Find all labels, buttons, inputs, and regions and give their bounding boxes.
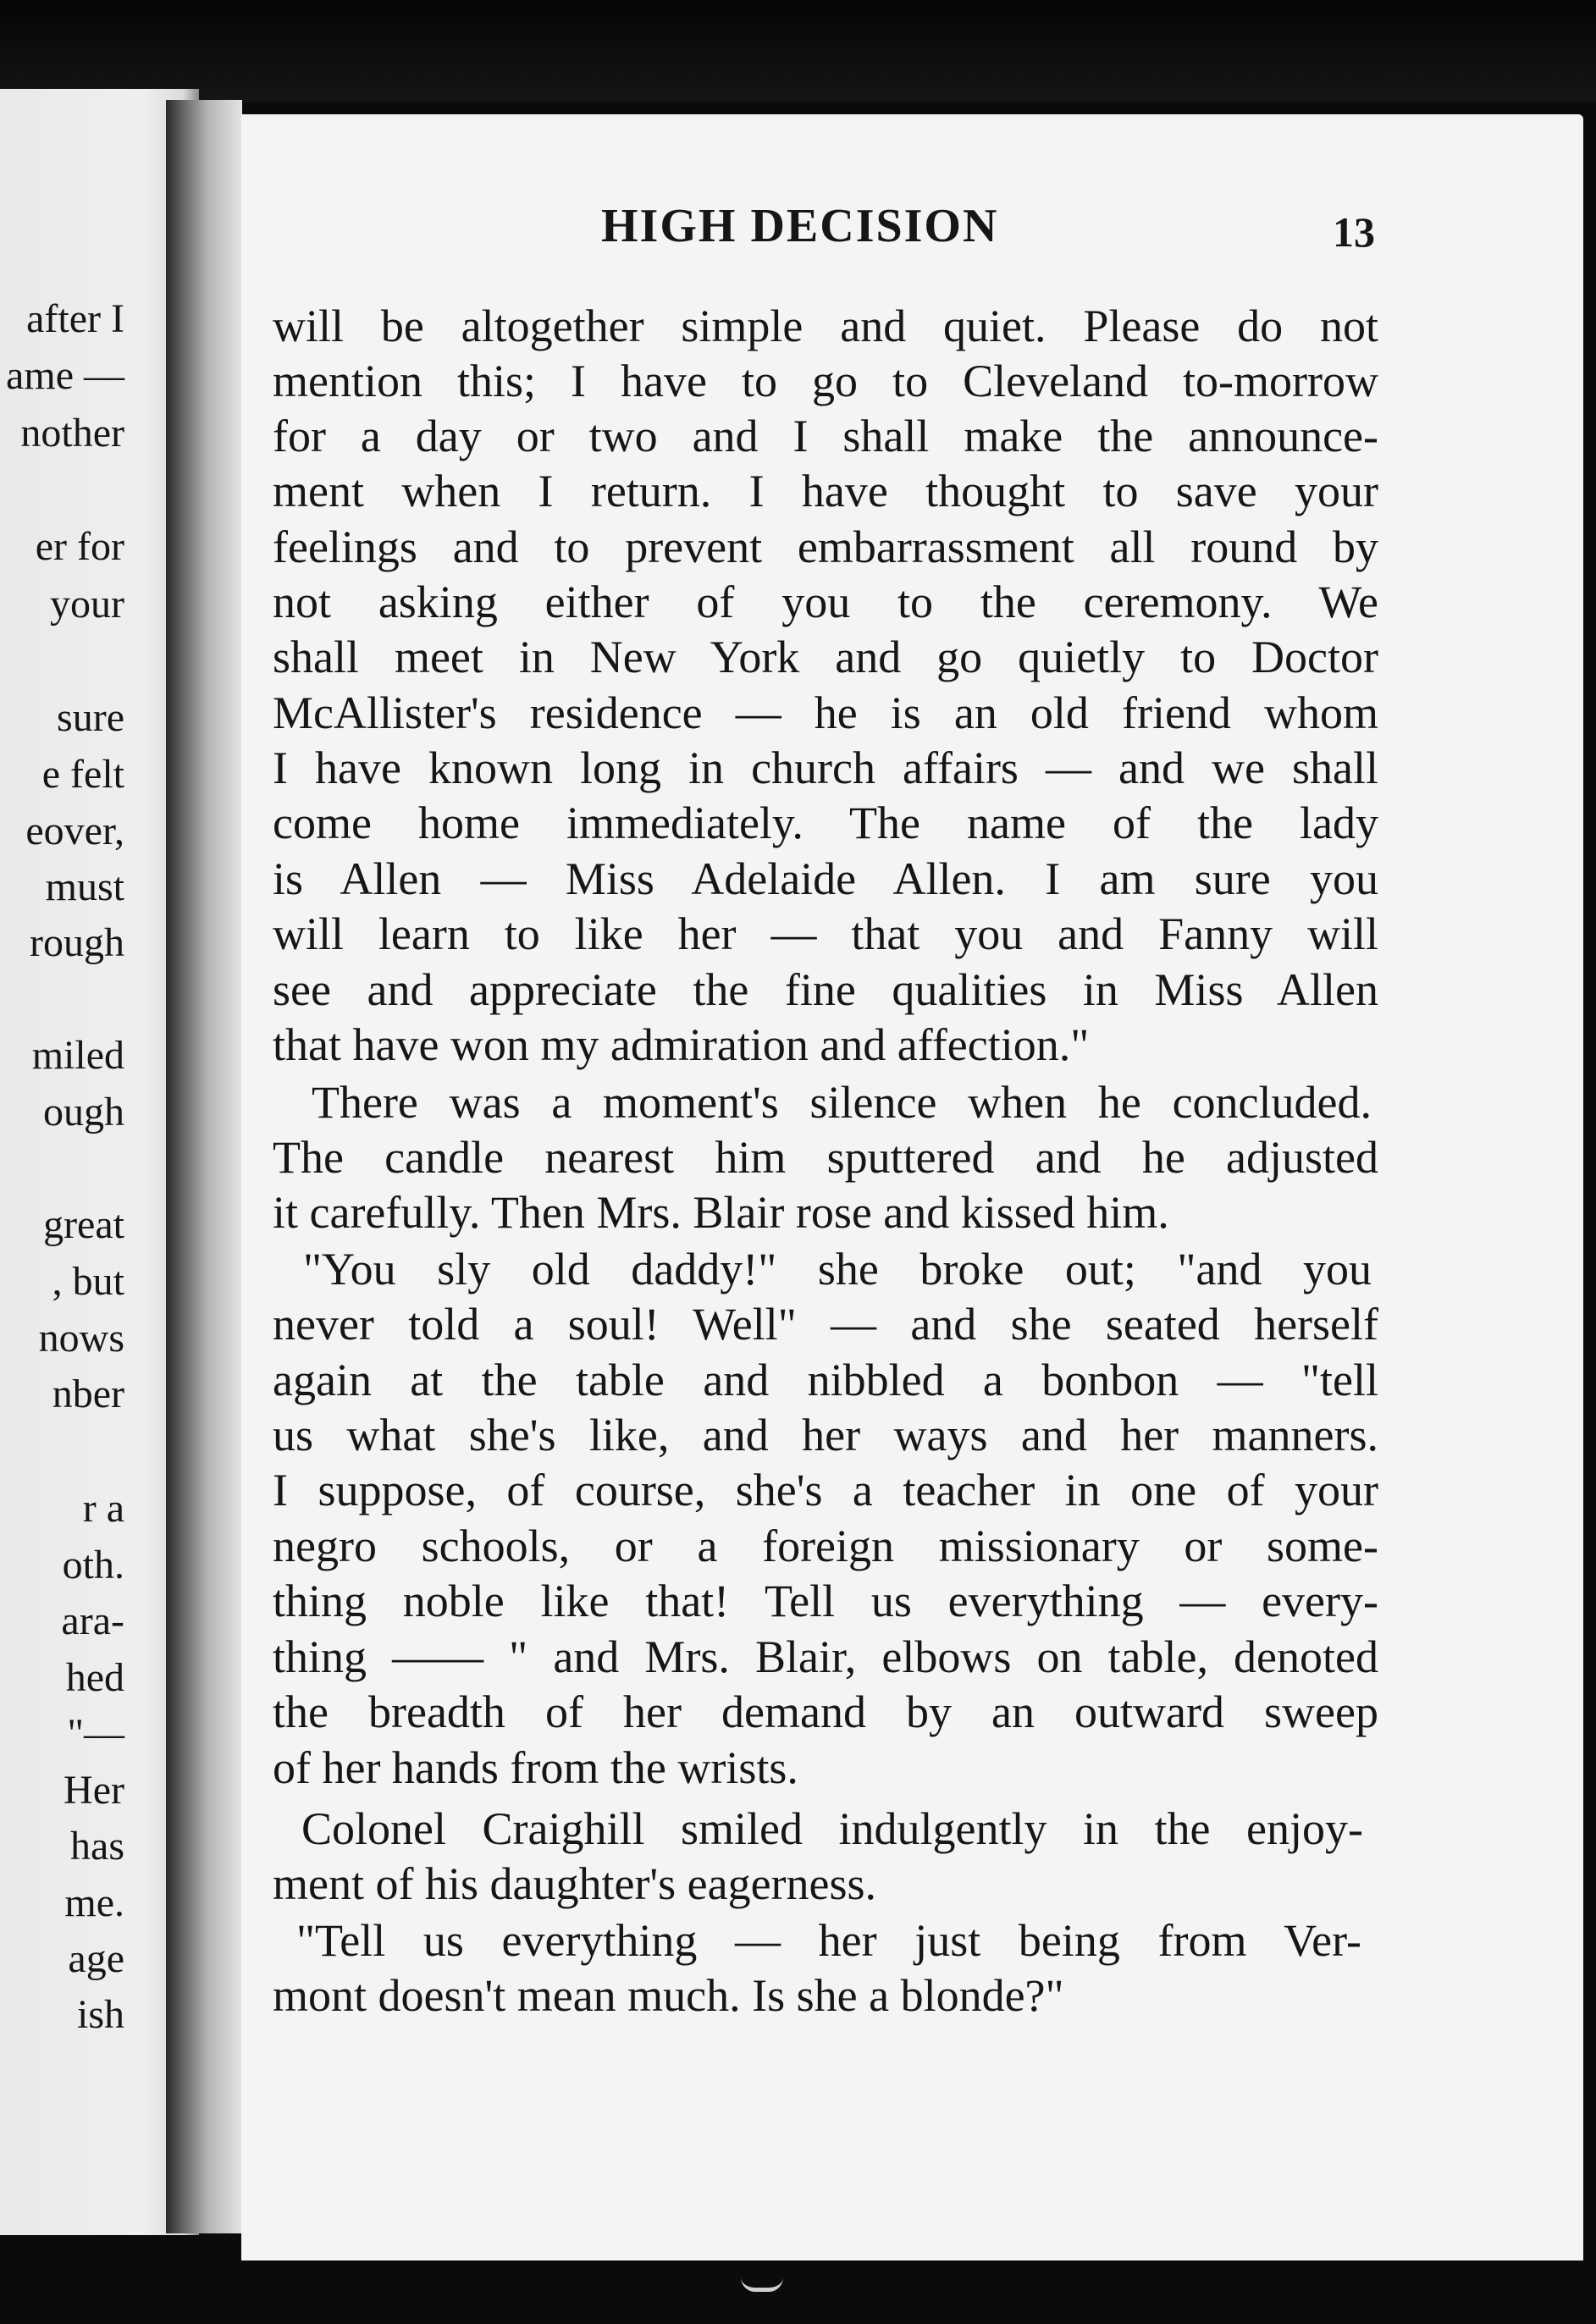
paragraph-first-line: "You sly old daddy!" she broke out; "and you (303, 1244, 1372, 1294)
left-text-line: oth. (62, 1543, 124, 1587)
text-line: will learn to like her — that you and Fanny will (273, 908, 1378, 959)
paragraph-first-line: There was a moment's silence when he concluded. (312, 1077, 1372, 1128)
left-text-line: ara- (61, 1598, 124, 1643)
left-text-line: your (50, 582, 124, 627)
text-line: not asking either of you to the ceremony. We (273, 577, 1378, 627)
left-text-line: hed (65, 1655, 124, 1700)
left-text-line: nother (20, 411, 124, 455)
text-line: is Allen — Miss Adelaide Allen. I am sure you (273, 853, 1378, 904)
left-text-line: nber (52, 1372, 124, 1416)
page-number: 13 (1333, 208, 1375, 256)
scan-artifact-mark (741, 2277, 783, 2292)
paragraph-first-line: "Tell us everything — her just being from Ver- (296, 1915, 1361, 1966)
text-line: us what she's like, and her ways and her manners. (273, 1410, 1378, 1460)
text-line: for a day or two and I shall make the announce- (273, 411, 1378, 461)
text-line: of her hands from the wrists. (273, 1742, 798, 1793)
left-text-line: rough (30, 920, 124, 965)
left-text-line: Her (64, 1768, 124, 1813)
text-line: that have won my admiration and affection." (273, 1019, 1090, 1070)
left-text-line: ame — (6, 353, 124, 398)
left-text-line: nows (38, 1316, 124, 1361)
book-gutter-shadow (166, 100, 242, 2233)
text-line: feelings and to prevent embarrassment all round by (273, 522, 1378, 572)
running-head-title: HIGH DECISION (601, 200, 999, 252)
left-text-line: ough (43, 1090, 124, 1134)
text-line: negro schools, or a foreign missionary or some- (273, 1521, 1378, 1571)
left-text-line: ish (76, 1992, 124, 2037)
left-text-line: great (43, 1202, 124, 1247)
paragraph-first-line: Colonel Craighill smiled indulgently in the enjoy- (301, 1803, 1363, 1854)
text-line: ment when I return. I have thought to save your (273, 466, 1378, 516)
scan-top-border (0, 0, 1596, 102)
text-line: will be altogether simple and quiet. Please do not (273, 301, 1378, 351)
left-text-line: er for (35, 524, 124, 569)
left-text-line: miled (31, 1033, 124, 1078)
left-text-line: , but (52, 1259, 124, 1304)
left-text-line: age (68, 1936, 124, 1981)
text-line: mont doesn't mean much. Is she a blonde?" (273, 1970, 1064, 2021)
left-text-line: eover, (25, 809, 124, 853)
text-line: come home immediately. The name of the lady (273, 798, 1378, 848)
text-line: I have known long in church affairs — and we shall (273, 742, 1378, 793)
left-text-line: sure (57, 695, 124, 740)
left-text-line: r a (82, 1486, 124, 1531)
left-text-line: has (70, 1824, 124, 1869)
text-line: the breadth of her demand by an outward sweep (273, 1686, 1378, 1737)
text-line: again at the table and nibbled a bonbon — "tell (273, 1355, 1378, 1405)
text-line: shall meet in New York and go quietly to Doctor (273, 632, 1378, 682)
left-text-line: "— (67, 1711, 124, 1756)
text-line: never told a soul! Well" — and she seated herself (273, 1299, 1378, 1350)
text-line: I suppose, of course, she's a teacher in one of your (273, 1465, 1378, 1515)
left-text-line: must (45, 864, 124, 909)
text-line: it carefully. Then Mrs. Blair rose and kissed him. (273, 1187, 1169, 1238)
left-text-line: e felt (41, 752, 124, 797)
text-line: ment of his daughter's eagerness. (273, 1858, 877, 1909)
text-line: mention this; I have to go to Cleveland to-morrow (273, 356, 1378, 406)
text-line: thing —— " and Mrs. Blair, elbows on table, denoted (273, 1631, 1378, 1682)
text-line: see and appreciate the fine qualities in Miss Allen (273, 964, 1378, 1015)
text-line: The candle nearest him sputtered and he adjusted (273, 1132, 1378, 1183)
text-line: thing noble like that! Tell us everything — every- (273, 1576, 1378, 1626)
text-line: McAllister's residence — he is an old friend whom (273, 687, 1378, 738)
left-text-line: after I (26, 296, 124, 341)
left-text-line: me. (64, 1880, 124, 1925)
